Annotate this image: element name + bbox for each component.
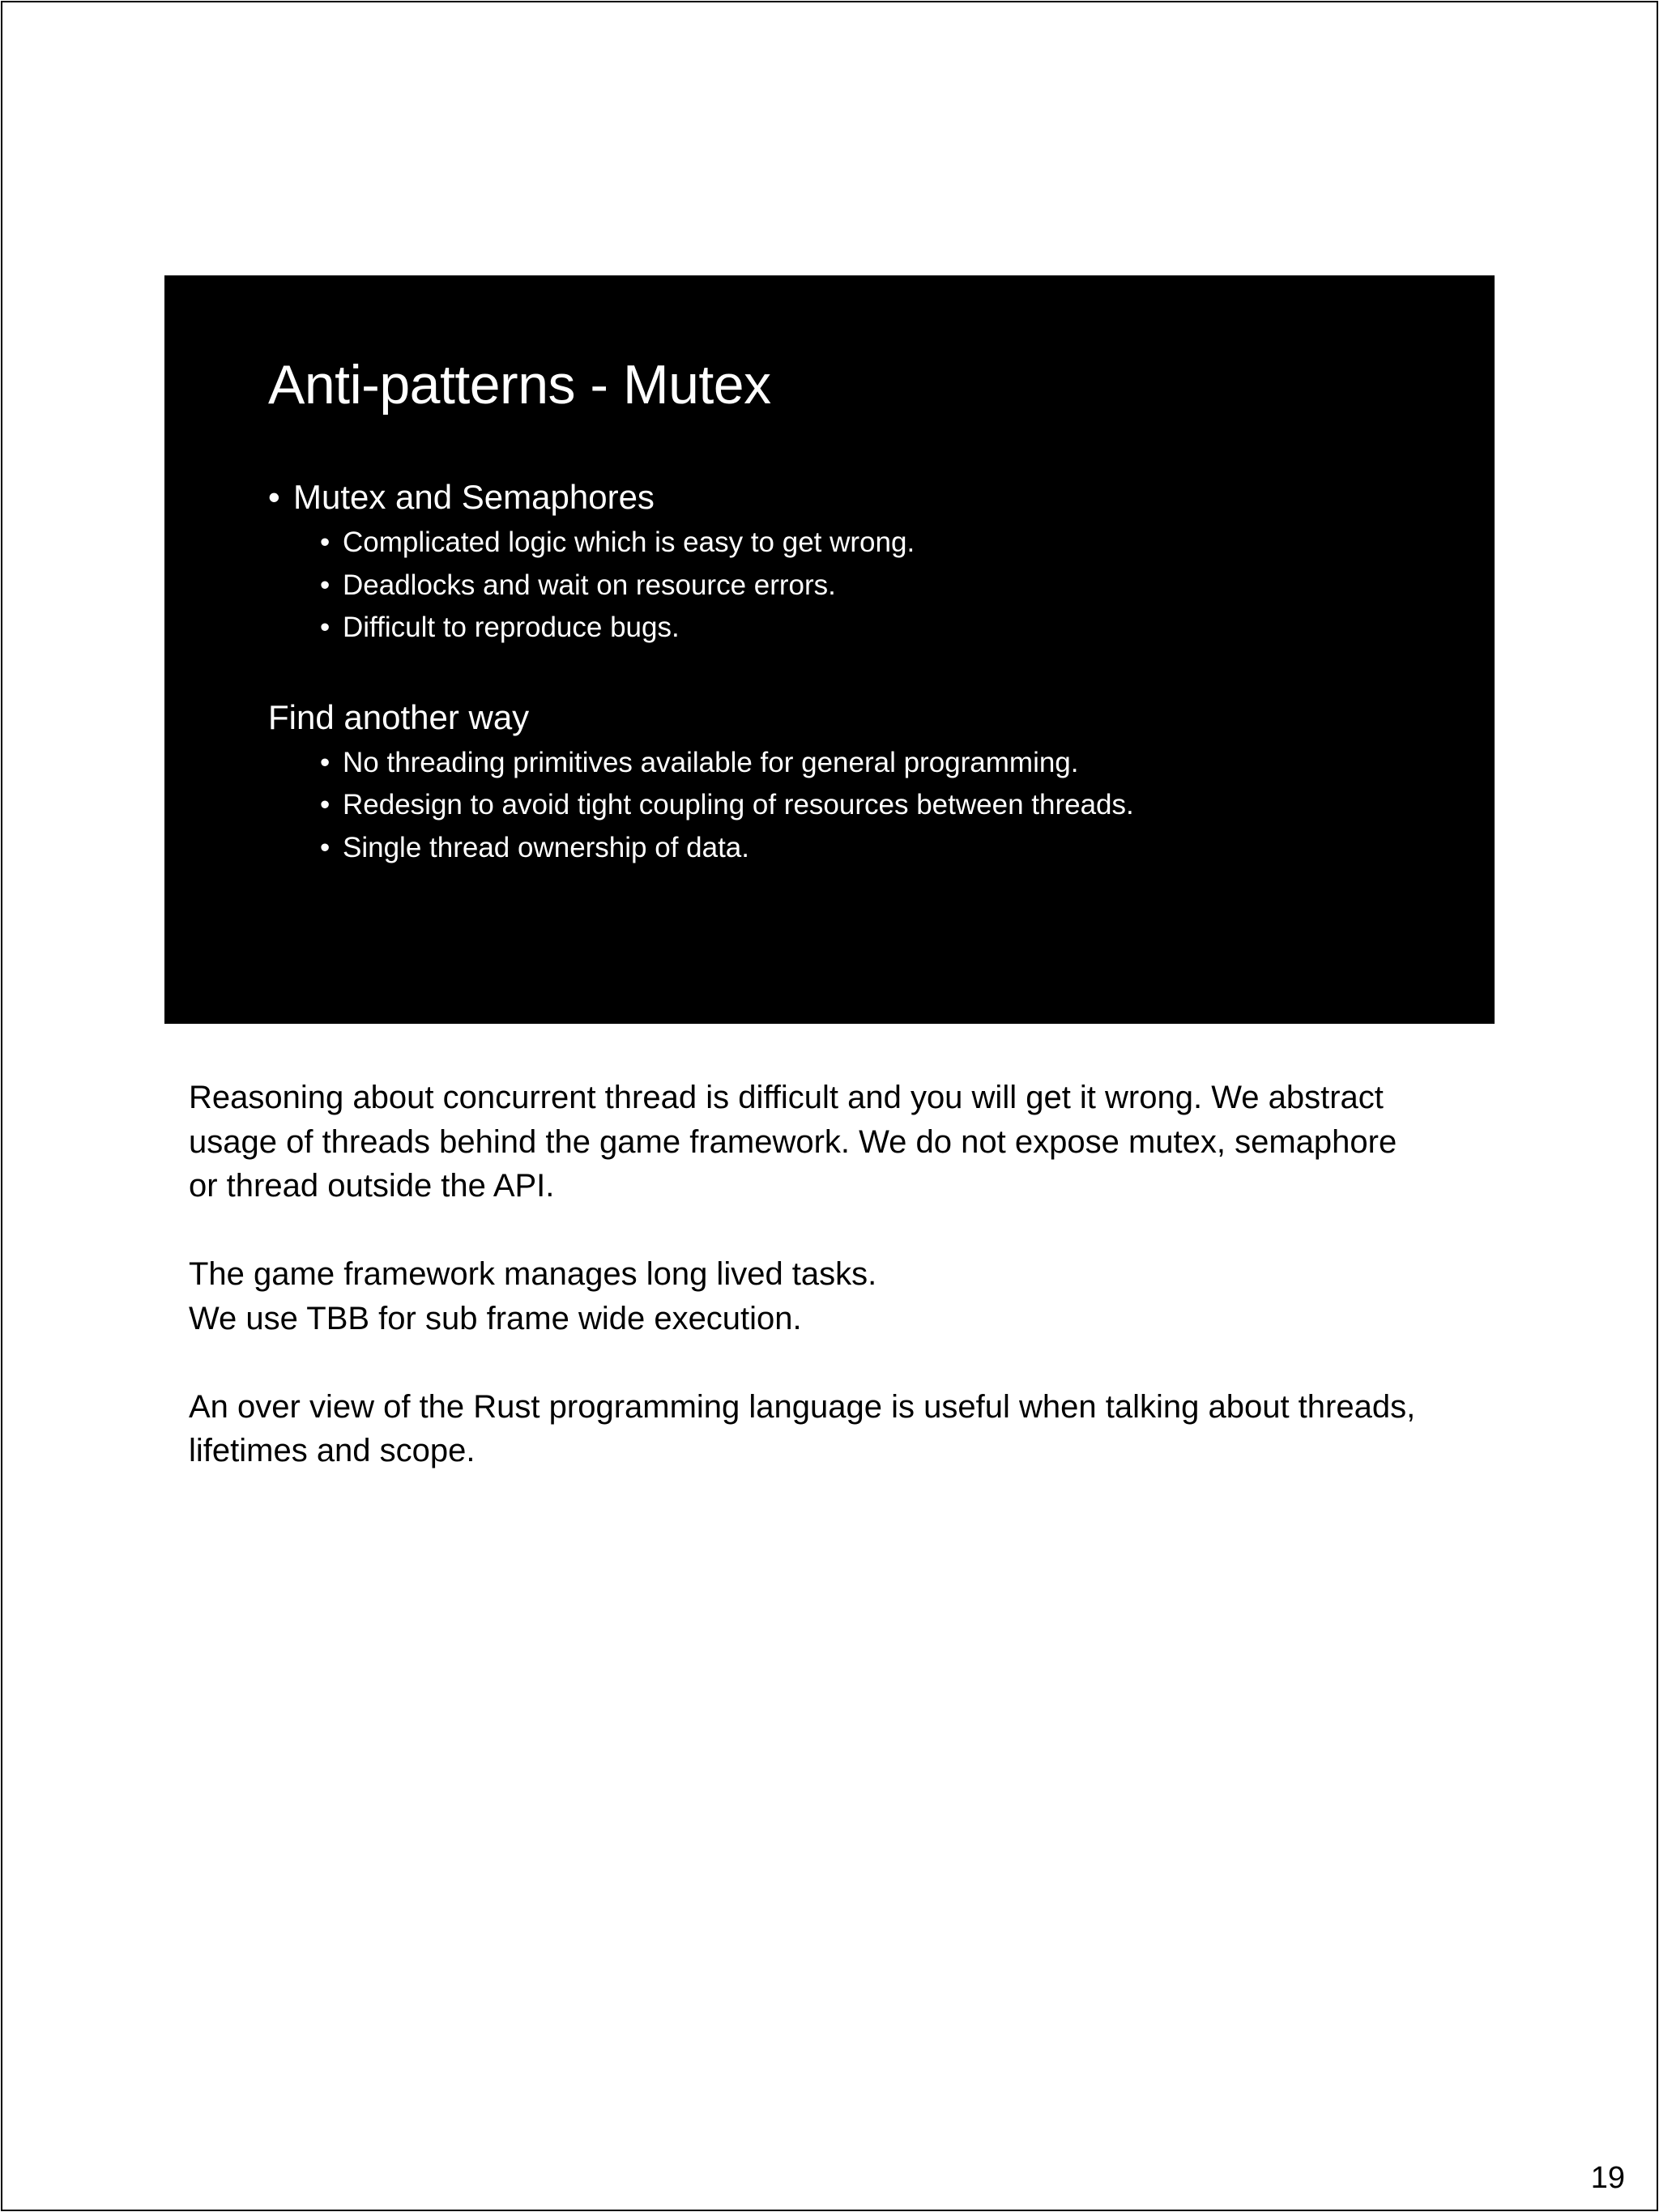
list-item-text: No threading primitives available for general programming. — [343, 746, 1079, 778]
notes-line: or thread outside the API. — [189, 1168, 555, 1204]
slide-thumbnail — [164, 275, 1495, 1024]
list-item — [268, 607, 1435, 650]
bullet-heading-text: Mutex and Semaphores — [293, 478, 655, 516]
notes-line: lifetimes and scope. — [189, 1433, 476, 1468]
bullet-glyph: • — [320, 569, 331, 601]
list-item — [268, 742, 1435, 785]
slide-body — [268, 476, 1435, 869]
bullet-glyph: • — [320, 746, 331, 778]
notes-line: An over view of the Rust programming language is useful when talking about threads, — [189, 1388, 1416, 1425]
alternative-subitems — [268, 742, 1435, 870]
list-item-text: Redesign to avoid tight coupling of resources between threads. — [343, 789, 1134, 820]
list-item-text: Deadlocks and wait on resource errors. — [343, 569, 836, 601]
list-item-text: Complicated logic which is easy to get wrong. — [343, 526, 915, 558]
list-item — [268, 784, 1435, 827]
bullet-glyph: • — [320, 612, 331, 643]
notes-line: The game framework manages long lived tasks. — [189, 1256, 877, 1292]
notes-line: usage of threads behind the game framework. We do not expose mutex, semaphore — [189, 1123, 1397, 1160]
bullet-heading-mutex — [268, 476, 1435, 518]
notes-line: Reasoning about concurrent thread is difficult and you will get it wrong. We abstract — [189, 1080, 1384, 1115]
speaker-notes — [189, 1076, 1501, 1517]
slide-title: Anti-patterns - Mutex — [268, 354, 771, 416]
bullet-glyph: • — [320, 789, 331, 820]
bullet-glyph: • — [268, 478, 280, 516]
notes-paragraph — [189, 1252, 1501, 1340]
section-heading-find-another-way: Find another way — [268, 697, 530, 736]
list-item — [268, 827, 1435, 870]
bullet-glyph: • — [320, 526, 331, 558]
list-item-text: Single thread ownership of data. — [343, 831, 749, 863]
notes-paragraph — [189, 1076, 1501, 1208]
notes-paragraph — [189, 1385, 1501, 1473]
bullet-glyph: • — [320, 831, 331, 863]
page-number: 19 — [1590, 2161, 1625, 2195]
list-item — [268, 565, 1435, 607]
notes-line: We use TBB for sub frame wide execution. — [189, 1300, 802, 1336]
list-item — [268, 522, 1435, 565]
list-item-text: Difficult to reproduce bugs. — [343, 612, 680, 643]
mutex-subitems — [268, 522, 1435, 650]
